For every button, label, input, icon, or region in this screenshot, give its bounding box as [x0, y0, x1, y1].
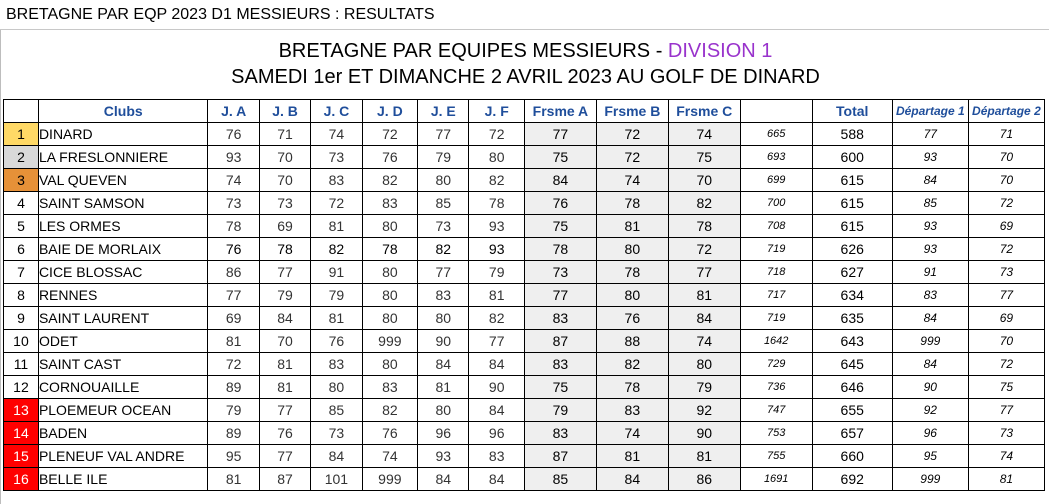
- total-cell: 615: [812, 215, 892, 238]
- score-jd-cell: 83: [362, 192, 417, 215]
- score-jc-cell: 81: [311, 307, 362, 330]
- table-row: [4, 399, 1045, 422]
- departage-2-cell: 70: [968, 146, 1044, 169]
- score-je-cell: 77: [418, 123, 469, 146]
- score-ja-cell: 76: [208, 238, 259, 261]
- gross-sum-cell: 729: [740, 353, 812, 376]
- club-name-cell: DINARD: [38, 123, 208, 146]
- gross-sum-cell: 747: [740, 399, 812, 422]
- table-row: [4, 353, 1045, 376]
- rank-cell: 4: [4, 192, 39, 215]
- score-ja-cell: 72: [208, 353, 259, 376]
- departage-2-cell: 70: [968, 330, 1044, 353]
- gross-sum-cell: 708: [740, 215, 812, 238]
- foursome-a-cell: 76: [524, 192, 596, 215]
- gross-sum-cell: 719: [740, 307, 812, 330]
- score-jd-cell: 78: [362, 238, 417, 261]
- rank-cell: 6: [4, 238, 39, 261]
- score-jc-cell: 76: [311, 330, 362, 353]
- score-ja-cell: 77: [208, 284, 259, 307]
- foursome-c-cell: 78: [668, 215, 740, 238]
- total-cell: 643: [812, 330, 892, 353]
- foursome-b-cell: 80: [596, 238, 668, 261]
- departage-1-header: Départage 1: [892, 100, 968, 123]
- sum-header: [740, 100, 812, 123]
- foursome-a-cell: 79: [524, 399, 596, 422]
- club-name-cell: BADEN: [38, 422, 208, 445]
- score-jd-cell: 76: [362, 146, 417, 169]
- score-je-cell: 77: [418, 261, 469, 284]
- foursome-b-cell: 76: [596, 307, 668, 330]
- foursome-a-cell: 83: [524, 422, 596, 445]
- departage-2-cell: 81: [968, 468, 1044, 491]
- title-prefix: BRETAGNE PAR EQUIPES MESSIEURS -: [278, 40, 668, 62]
- total-cell: 657: [812, 422, 892, 445]
- rank-cell: 12: [4, 376, 39, 399]
- spreadsheet-area: [0, 30, 1049, 504]
- club-name-cell: LA FRESLONNIERE: [38, 146, 208, 169]
- score-jb-cell: 76: [259, 422, 310, 445]
- score-jd-cell: 72: [362, 123, 417, 146]
- foursome-a-cell: 75: [524, 376, 596, 399]
- departage-1-cell: 999: [892, 330, 968, 353]
- score-jc-cell: 73: [311, 146, 362, 169]
- table-row: [4, 238, 1045, 261]
- total-cell: 588: [812, 123, 892, 146]
- departage-1-cell: 83: [892, 284, 968, 307]
- total-cell: 635: [812, 307, 892, 330]
- table-row: [4, 330, 1045, 353]
- table-row: [4, 123, 1045, 146]
- foursome-c-cell: 82: [668, 192, 740, 215]
- foursome-b-cell: 81: [596, 215, 668, 238]
- foursome-a-cell: 83: [524, 353, 596, 376]
- table-row: [4, 169, 1045, 192]
- departage-1-cell: 77: [892, 123, 968, 146]
- club-name-cell: VAL QUEVEN: [38, 169, 208, 192]
- foursome-a-cell: 85: [524, 468, 596, 491]
- rank-cell: 11: [4, 353, 39, 376]
- departage-1-cell: 93: [892, 215, 968, 238]
- score-jd-cell: 80: [362, 261, 417, 284]
- departage-1-cell: 95: [892, 445, 968, 468]
- rank-cell: 5: [4, 215, 39, 238]
- rank-cell: 16: [4, 468, 39, 491]
- score-jb-cell: 81: [259, 376, 310, 399]
- departage-1-cell: 93: [892, 146, 968, 169]
- score-jb-cell: 87: [259, 468, 310, 491]
- score-ja-cell: 86: [208, 261, 259, 284]
- rank-cell: 1: [4, 123, 39, 146]
- jc-header: J. C: [311, 100, 362, 123]
- departage-1-cell: 96: [892, 422, 968, 445]
- score-jc-cell: 81: [311, 215, 362, 238]
- frsme-a-header: Frsme A: [524, 100, 596, 123]
- foursome-a-cell: 73: [524, 261, 596, 284]
- total-cell: 645: [812, 353, 892, 376]
- foursome-c-cell: 75: [668, 146, 740, 169]
- score-jb-cell: 81: [259, 353, 310, 376]
- score-je-cell: 80: [418, 399, 469, 422]
- departage-2-cell: 74: [968, 445, 1044, 468]
- club-name-cell: PLOEMEUR OCEAN: [38, 399, 208, 422]
- score-jf-cell: 84: [469, 399, 524, 422]
- departage-2-cell: 75: [968, 376, 1044, 399]
- score-jf-cell: 90: [469, 376, 524, 399]
- foursome-b-cell: 72: [596, 123, 668, 146]
- gross-sum-cell: 736: [740, 376, 812, 399]
- foursome-b-cell: 78: [596, 261, 668, 284]
- gross-sum-cell: 665: [740, 123, 812, 146]
- score-jc-cell: 84: [311, 445, 362, 468]
- score-jf-cell: 93: [469, 215, 524, 238]
- score-je-cell: 96: [418, 422, 469, 445]
- foursome-a-cell: 77: [524, 284, 596, 307]
- foursome-b-cell: 74: [596, 422, 668, 445]
- foursome-b-cell: 78: [596, 376, 668, 399]
- foursome-a-cell: 83: [524, 307, 596, 330]
- score-ja-cell: 81: [208, 330, 259, 353]
- table-row: [4, 445, 1045, 468]
- total-cell: 627: [812, 261, 892, 284]
- foursome-b-cell: 84: [596, 468, 668, 491]
- score-je-cell: 90: [418, 330, 469, 353]
- club-name-cell: CORNOUAILLE: [38, 376, 208, 399]
- score-jc-cell: 74: [311, 123, 362, 146]
- departage-1-cell: 84: [892, 353, 968, 376]
- rank-cell: 13: [4, 399, 39, 422]
- departage-2-cell: 69: [968, 215, 1044, 238]
- score-je-cell: 85: [418, 192, 469, 215]
- total-header: Total: [812, 100, 892, 123]
- total-cell: 615: [812, 192, 892, 215]
- gross-sum-cell: 693: [740, 146, 812, 169]
- score-ja-cell: 78: [208, 215, 259, 238]
- score-jf-cell: 84: [469, 468, 524, 491]
- ja-header: J. A: [208, 100, 259, 123]
- foursome-a-cell: 84: [524, 169, 596, 192]
- club-name-cell: BELLE ILE: [38, 468, 208, 491]
- table-row: [4, 307, 1045, 330]
- departage-2-cell: 70: [968, 169, 1044, 192]
- foursome-a-cell: 78: [524, 238, 596, 261]
- rank-cell: 2: [4, 146, 39, 169]
- foursome-c-cell: 77: [668, 261, 740, 284]
- score-je-cell: 81: [418, 376, 469, 399]
- table-row: [4, 376, 1045, 399]
- score-jb-cell: 77: [259, 399, 310, 422]
- frsme-b-header: Frsme B: [596, 100, 668, 123]
- foursome-c-cell: 86: [668, 468, 740, 491]
- score-jb-cell: 69: [259, 215, 310, 238]
- total-cell: 615: [812, 169, 892, 192]
- foursome-b-cell: 78: [596, 192, 668, 215]
- table-row: [4, 422, 1045, 445]
- score-jb-cell: 77: [259, 445, 310, 468]
- score-je-cell: 79: [418, 146, 469, 169]
- gross-sum-cell: 718: [740, 261, 812, 284]
- score-ja-cell: 89: [208, 376, 259, 399]
- gross-sum-cell: 1642: [740, 330, 812, 353]
- score-jb-cell: 70: [259, 169, 310, 192]
- score-ja-cell: 79: [208, 399, 259, 422]
- foursome-c-cell: 81: [668, 284, 740, 307]
- score-jd-cell: 80: [362, 215, 417, 238]
- foursome-c-cell: 74: [668, 123, 740, 146]
- departage-2-cell: 73: [968, 422, 1044, 445]
- foursome-a-cell: 87: [524, 445, 596, 468]
- score-jc-cell: 72: [311, 192, 362, 215]
- score-jb-cell: 77: [259, 261, 310, 284]
- score-jd-cell: 80: [362, 284, 417, 307]
- club-name-cell: RENNES: [38, 284, 208, 307]
- score-jd-cell: 999: [362, 330, 417, 353]
- table-row: [4, 215, 1045, 238]
- gross-sum-cell: 1691: [740, 468, 812, 491]
- foursome-b-cell: 81: [596, 445, 668, 468]
- score-jd-cell: 82: [362, 399, 417, 422]
- foursome-b-cell: 88: [596, 330, 668, 353]
- event-subtitle: SAMEDI 1er ET DIMANCHE 2 AVRIL 2023 AU GOLF DE DINARD: [231, 66, 820, 88]
- score-jd-cell: 74: [362, 445, 417, 468]
- departage-2-cell: 77: [968, 399, 1044, 422]
- score-jc-cell: 91: [311, 261, 362, 284]
- club-name-cell: ODET: [38, 330, 208, 353]
- departage-2-cell: 72: [968, 353, 1044, 376]
- score-jf-cell: 72: [469, 123, 524, 146]
- page-title: [1, 40, 1049, 63]
- score-jc-cell: 85: [311, 399, 362, 422]
- score-je-cell: 73: [418, 215, 469, 238]
- score-jb-cell: 79: [259, 284, 310, 307]
- score-jf-cell: 77: [469, 330, 524, 353]
- score-jf-cell: 82: [469, 307, 524, 330]
- score-jd-cell: 83: [362, 376, 417, 399]
- foursome-c-cell: 70: [668, 169, 740, 192]
- foursome-c-cell: 79: [668, 376, 740, 399]
- score-ja-cell: 81: [208, 468, 259, 491]
- score-jc-cell: 73: [311, 422, 362, 445]
- total-cell: 692: [812, 468, 892, 491]
- foursome-a-cell: 75: [524, 215, 596, 238]
- score-jd-cell: 76: [362, 422, 417, 445]
- score-jf-cell: 78: [469, 192, 524, 215]
- gross-sum-cell: 753: [740, 422, 812, 445]
- departage-1-cell: 85: [892, 192, 968, 215]
- club-name-cell: SAINT SAMSON: [38, 192, 208, 215]
- total-cell: 626: [812, 238, 892, 261]
- score-ja-cell: 74: [208, 169, 259, 192]
- departage-2-cell: 73: [968, 261, 1044, 284]
- club-name-cell: SAINT CAST: [38, 353, 208, 376]
- score-jc-cell: 82: [311, 238, 362, 261]
- score-jb-cell: 71: [259, 123, 310, 146]
- departage-1-cell: 92: [892, 399, 968, 422]
- score-jf-cell: 80: [469, 146, 524, 169]
- foursome-a-cell: 87: [524, 330, 596, 353]
- total-cell: 646: [812, 376, 892, 399]
- gross-sum-cell: 700: [740, 192, 812, 215]
- club-name-cell: PLENEUF VAL ANDRE: [38, 445, 208, 468]
- foursome-b-cell: 82: [596, 353, 668, 376]
- rank-cell: 9: [4, 307, 39, 330]
- score-ja-cell: 76: [208, 123, 259, 146]
- score-je-cell: 84: [418, 353, 469, 376]
- score-jc-cell: 101: [311, 468, 362, 491]
- rank-cell: 3: [4, 169, 39, 192]
- score-jd-cell: 80: [362, 353, 417, 376]
- total-cell: 660: [812, 445, 892, 468]
- table-header-row: [4, 100, 1045, 123]
- score-ja-cell: 95: [208, 445, 259, 468]
- clubs-header: Clubs: [38, 100, 208, 123]
- score-ja-cell: 69: [208, 307, 259, 330]
- foursome-b-cell: 80: [596, 284, 668, 307]
- foursome-b-cell: 74: [596, 169, 668, 192]
- score-jf-cell: 79: [469, 261, 524, 284]
- departage-2-cell: 72: [968, 192, 1044, 215]
- table-row: [4, 284, 1045, 307]
- score-jc-cell: 83: [311, 353, 362, 376]
- club-name-cell: CICE BLOSSAC: [38, 261, 208, 284]
- foursome-b-cell: 72: [596, 146, 668, 169]
- club-name-cell: BAIE DE MORLAIX: [38, 238, 208, 261]
- club-name-cell: SAINT LAURENT: [38, 307, 208, 330]
- score-jc-cell: 80: [311, 376, 362, 399]
- club-name-cell: LES ORMES: [38, 215, 208, 238]
- jd-header: J. D: [362, 100, 417, 123]
- results-table: [3, 99, 1045, 491]
- departage-2-cell: 69: [968, 307, 1044, 330]
- table-row: [4, 468, 1045, 491]
- score-jd-cell: 82: [362, 169, 417, 192]
- score-je-cell: 84: [418, 468, 469, 491]
- score-jf-cell: 93: [469, 238, 524, 261]
- division-label: DIVISION 1: [667, 40, 773, 62]
- rank-cell: 14: [4, 422, 39, 445]
- score-jc-cell: 83: [311, 169, 362, 192]
- jb-header: J. B: [259, 100, 310, 123]
- foursome-c-cell: 81: [668, 445, 740, 468]
- jf-header: J. F: [469, 100, 524, 123]
- rank-cell: 7: [4, 261, 39, 284]
- gross-sum-cell: 699: [740, 169, 812, 192]
- departage-1-cell: 999: [892, 468, 968, 491]
- window-titlebar: [0, 0, 1049, 30]
- score-jd-cell: 80: [362, 307, 417, 330]
- table-row: [4, 192, 1045, 215]
- je-header: J. E: [418, 100, 469, 123]
- departage-1-cell: 84: [892, 169, 968, 192]
- foursome-c-cell: 72: [668, 238, 740, 261]
- departage-1-cell: 90: [892, 376, 968, 399]
- score-jd-cell: 999: [362, 468, 417, 491]
- score-jb-cell: 70: [259, 330, 310, 353]
- score-je-cell: 82: [418, 238, 469, 261]
- score-jb-cell: 73: [259, 192, 310, 215]
- departage-1-cell: 93: [892, 238, 968, 261]
- foursome-b-cell: 83: [596, 399, 668, 422]
- departage-1-cell: 84: [892, 307, 968, 330]
- departage-2-cell: 72: [968, 238, 1044, 261]
- score-je-cell: 83: [418, 284, 469, 307]
- total-cell: 634: [812, 284, 892, 307]
- departage-2-cell: 77: [968, 284, 1044, 307]
- rank-cell: 10: [4, 330, 39, 353]
- score-ja-cell: 93: [208, 146, 259, 169]
- score-jb-cell: 70: [259, 146, 310, 169]
- score-jb-cell: 78: [259, 238, 310, 261]
- score-jc-cell: 79: [311, 284, 362, 307]
- frsme-c-header: Frsme C: [668, 100, 740, 123]
- gross-sum-cell: 717: [740, 284, 812, 307]
- foursome-c-cell: 80: [668, 353, 740, 376]
- gross-sum-cell: 755: [740, 445, 812, 468]
- foursome-a-cell: 75: [524, 146, 596, 169]
- departage-2-cell: 71: [968, 123, 1044, 146]
- score-ja-cell: 73: [208, 192, 259, 215]
- score-jf-cell: 84: [469, 353, 524, 376]
- gross-sum-cell: 719: [740, 238, 812, 261]
- window-title: BRETAGNE PAR EQP 2023 D1 MESSIEURS : RESULTATS: [6, 6, 435, 23]
- departage-2-header: Départage 2: [968, 100, 1044, 123]
- table-row: [4, 146, 1045, 169]
- rank-header: [4, 100, 39, 123]
- score-jf-cell: 82: [469, 169, 524, 192]
- table-row: [4, 261, 1045, 284]
- score-jf-cell: 83: [469, 445, 524, 468]
- foursome-c-cell: 92: [668, 399, 740, 422]
- foursome-c-cell: 90: [668, 422, 740, 445]
- score-ja-cell: 89: [208, 422, 259, 445]
- score-jf-cell: 81: [469, 284, 524, 307]
- rank-cell: 15: [4, 445, 39, 468]
- total-cell: 600: [812, 146, 892, 169]
- rank-cell: 8: [4, 284, 39, 307]
- score-jb-cell: 84: [259, 307, 310, 330]
- score-jf-cell: 96: [469, 422, 524, 445]
- score-je-cell: 93: [418, 445, 469, 468]
- foursome-c-cell: 74: [668, 330, 740, 353]
- score-je-cell: 80: [418, 169, 469, 192]
- departage-1-cell: 91: [892, 261, 968, 284]
- foursome-c-cell: 84: [668, 307, 740, 330]
- score-je-cell: 80: [418, 307, 469, 330]
- total-cell: 655: [812, 399, 892, 422]
- foursome-a-cell: 77: [524, 123, 596, 146]
